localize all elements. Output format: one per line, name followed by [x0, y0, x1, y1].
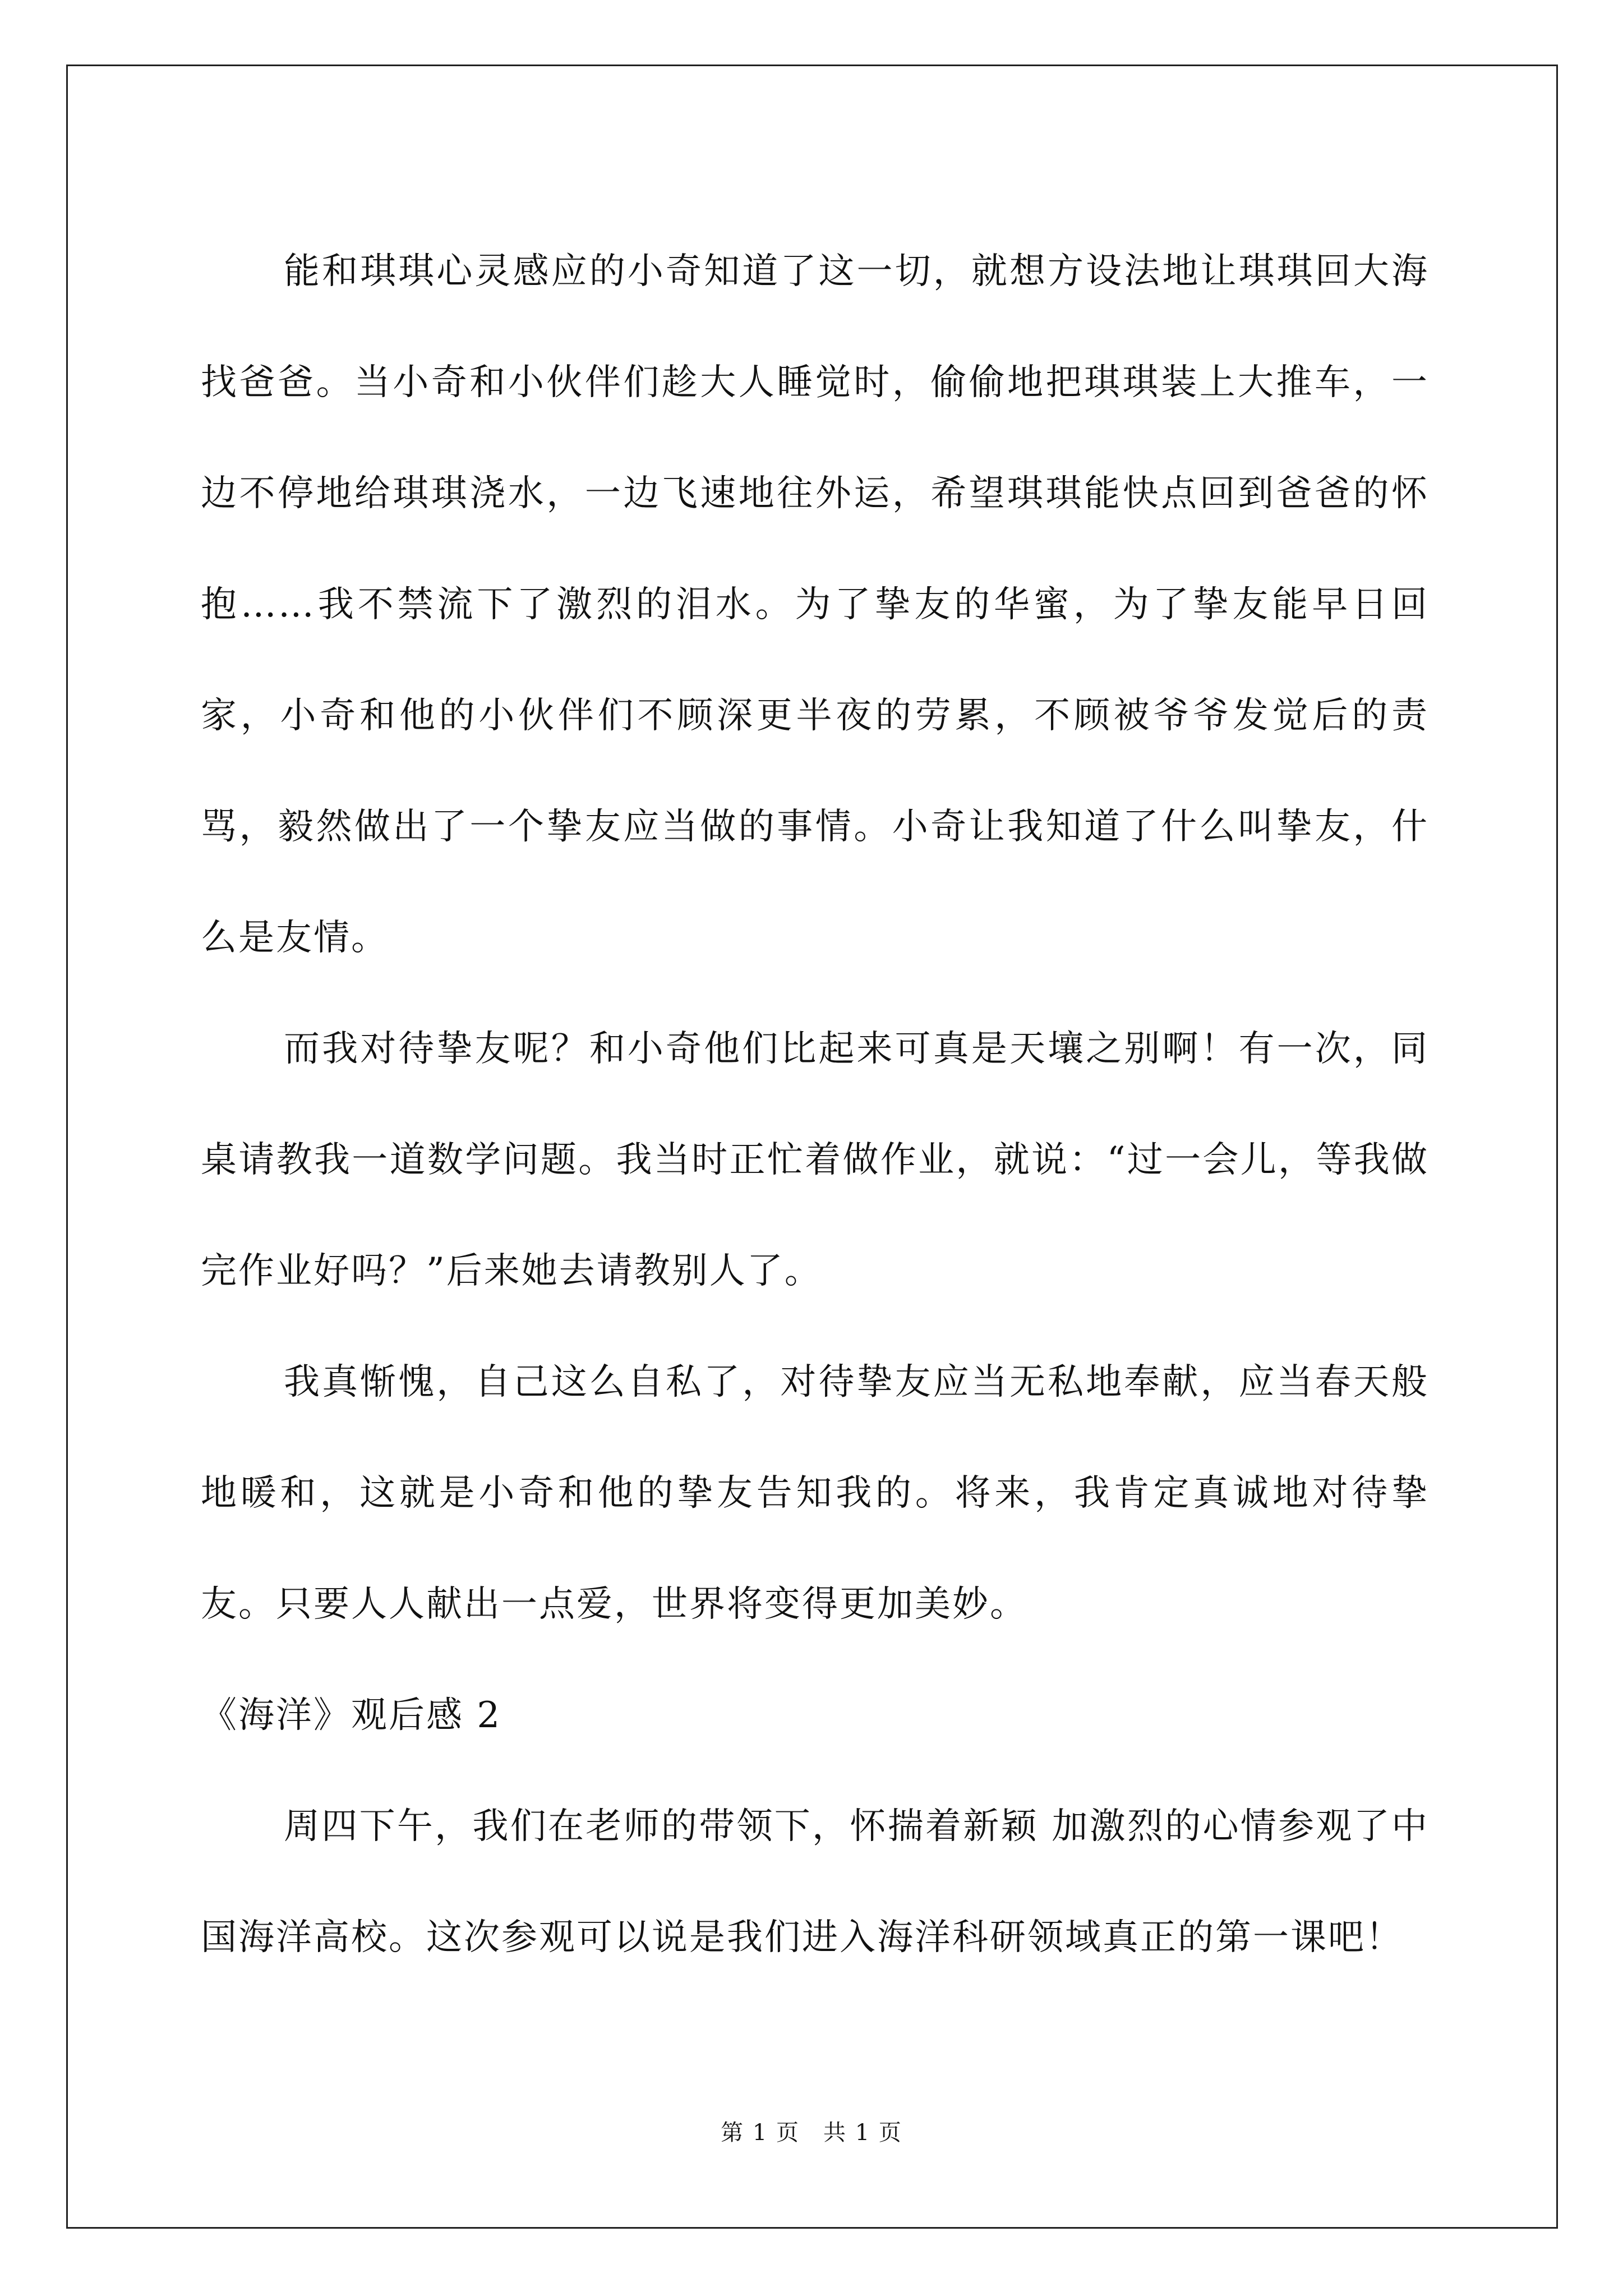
document-body [201, 216, 1429, 1993]
page-number-footer: 第 1 页 共 1 页 [721, 2120, 902, 2146]
paragraph: 能和琪琪心灵感应的小奇知道了这一切，就想方设法地让琪琪回大海找爸爸。当小奇和小伙伴们趁大人睡觉时，偷偷地把琪琪装上大推车，一边不停地给琪琪浇水，一边飞速地往外运，希望琪琪能快点回到爸爸的怀抱……我不禁流下了激烈的泪水。为了挚友的华蜜，为了挚友能早日回家，小奇和他的小伙伴们不顾深更半夜的劳累，不顾被爷爷发觉后的责骂，毅然做出了一个挚友应当做的事情。小奇让我知道了什么叫挚友，什么是友情。 [201, 251, 1429, 959]
paragraph: 我真惭愧，自己这么自私了，对待挚友应当无私地奉献，应当春天般地暖和，这就是小奇和他的挚友告知我的。将来，我肯定真诚地对待挚友。只要人人献出一点爱，世界将变得更加美妙。 [201, 1361, 1429, 1625]
section-heading: 《海洋》观后感 2 [201, 1695, 502, 1736]
paragraph: 周四下午，我们在老师的带领下，怀揣着新颖 加激烈的心情参观了中国海洋高校。这次参观可以说是我们进入海洋科研领域真正的第一课吧！ [201, 1806, 1429, 1958]
paragraph: 而我对待挚友呢？和小奇他们比起来可真是天壤之别啊！有一次，同桌请教我一道数学问题。我当时正忙着做作业，就说：“过一会儿，等我做完作业好吗？”后来她去请教别人了。 [201, 1028, 1429, 1292]
